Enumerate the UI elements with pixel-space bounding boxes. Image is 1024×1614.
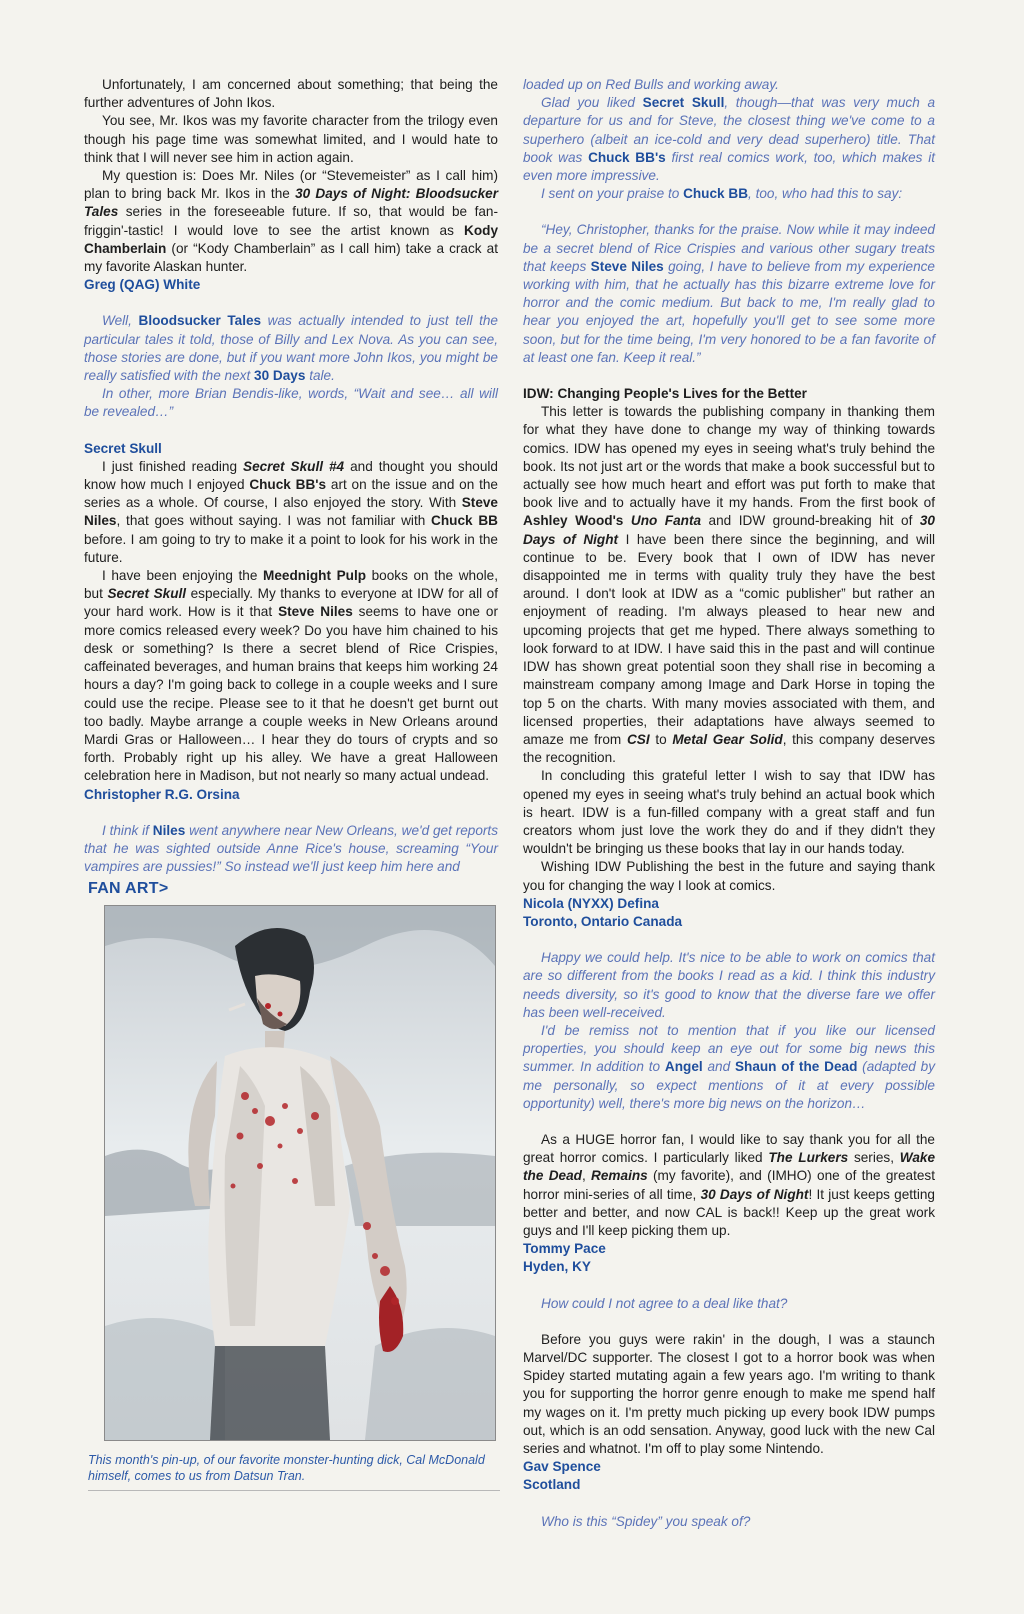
letter1-para3: My question is: Does Mr. Niles (or “Stevemeister” as I call him) plan to bring back Mr. Ikos in the 30 Days of Night: Bloodsucker Tales series in the foreseeable future. If so, that would be fan-friggin'-tastic! I would love to see the artist known as Kody Chamberlain (or “Kody Chamberlain” as I call him) take a crack at my favorite Alaskan hunter.: [84, 168, 498, 275]
letter2-heading: Secret Skull: [84, 440, 162, 456]
letter3-heading: IDW: Changing People's Lives for the Better: [523, 386, 807, 402]
reply1-para2: In other, more Brian Bendis-like, words, “Wait and see… all will be revealed…”: [84, 386, 498, 420]
letter4-signature-location: Hyden, KY: [523, 1259, 591, 1275]
reply3-para1: Glad you liked Secret Skull, though—that was very much a departure for us and for Steve, the closest thing we've come to a superhero (albeit an ice-cold and very dead superhero) title. That book was Chuck BB's first real comics work, too, which makes it even more impressive.: [523, 95, 936, 184]
letter1-para1: Unfortunately, I am concerned about something; that being the further adventures of John Ikos.: [84, 77, 498, 111]
letter2-signature: Christopher R.G. Orsina: [84, 786, 240, 802]
cal-mcdonald-pinup-image: [105, 906, 495, 1440]
reply5-para1: How could I not agree to a deal like that?: [541, 1295, 788, 1311]
reply3-quote: “Hey, Christopher, thanks for the praise. Now while it may indeed be a secret blend of Rice Crispies and various other sugary treats that keeps Steve Niles going, I have to believe from my experience working with him, that he actually has this bizarre extreme love for horror and the comic medium. But back to me, I'm really glad to hear you enjoyed the art, hopefully you'll get to see some more soon, but for the time being, I'm very honored to be a fan favorite of at least one fan. Keep it real.”: [523, 222, 935, 365]
letter2-para1: I just finished reading Secret Skull #4 and thought you should know how much I enjoyed Chuck BB's art on the issue and on the series as a whole. Of course, I also enjoyed the story. With Steve Niles, that goes without saying. I was not familiar with Chuck BB before. I am going to try to make it a point to look for his work in the future.: [84, 458, 498, 565]
fan-art-caption: This month's pin-up, of our favorite monster-hunting dick, Cal McDonald himself, comes to us from Datsun Tran.: [88, 1453, 485, 1483]
reply6-para1: Who is this “Spidey” you speak of?: [541, 1513, 751, 1529]
letter5-para1: Before you guys were rakin' in the dough, I was a staunch Marvel/DC supporter. The closest I got to a horror book was when Spidey started mutating again a few years ago. I'm writing to thank you for supporting the horror genre enough to make me spend half my wages on it. I'm pretty much picking up every book IDW pumps out, which is an odd sensation. Anyway, good luck with the new Cal series and whatnot. I'm off to play some Nintendo.: [523, 1331, 935, 1457]
letter2-para2: I have been enjoying the Meednight Pulp books on the whole, but Secret Skull especially. My thanks to everyone at IDW for all of your hard work. How is it that Steve Niles seems to have one or more comics released every week? Do you have him chained to his desk or something? Is there a secret blend of Rice Crispies, caffeinated beverages, and human brains that keeps him working 24 hours a day? I'm going back to college in a couple weeks and I sure could use the recipe. Please see to it that he doesn't get burnt out too badly. Maybe arrange a couple weeks in New Orleans around Mardi Gras or Halloween… I hear they do tours of crypts and so forth. Probably right up his alley. We have a great Halloween celebration here in Madison, but not nearly so many actual undead.: [84, 568, 498, 784]
letter3-signature-location: Toronto, Ontario Canada: [523, 913, 683, 929]
letter3-para1: This letter is towards the publishing company in thanking them for what they have done to change my way of thinking towards comics. IDW has opened my eyes in seeing what's truly behind the book. Its not just art or the words that make a book successful but to actually see how much heart and effort was put forth to make that book live and to actually have it my hands. From the first book of Ashley Wood's Uno Fanta and IDW ground-breaking hit of 30 Days of Night I have been there since the beginning, and will continue to be. Every book that I own of IDW has never disappointed me in terms with quality truly they have the best around. I don't look at IDW as a “comic publisher” but rather an enjoyment of reading. I'm always pleased to hear new and upcoming projects that get me hyped. There always something to look forward to at IDW. I have said this in the past and will continue IDW has shown great potential soon they shall rise in becoming a mainstream company among Image and Dark Horse in toping the top 5 on the charts. With many movies associated with them, and licensed properties, their adaptations have always seemed to amaze me from CSI to Metal Gear Solid, this company deserves the recognition.: [523, 404, 936, 766]
letter4-signature-name: Tommy Pace: [523, 1241, 606, 1257]
letter1-para2: You see, Mr. Ikos was my favorite character from the trilogy even though his page time was somewhat limited, and I would hate to think that I will never see him in action again.: [84, 113, 498, 165]
reply1-para1: Well, Bloodsucker Tales was actually intended to just tell the particular tales it told, those of Billy and Lex Nova. As you can see, those stories are done, but if you want more John Ikos, you might be really satisfied with the next 30 Days tale.: [84, 313, 498, 384]
reply3-para2: I sent on your praise to Chuck BB, too, who had this to say:: [541, 186, 903, 202]
letter3-signature-name: Nicola (NYXX) Defina: [523, 895, 659, 911]
reply4-para1: Happy we could help. It's nice to be able to work on comics that are so different from the books I read as a kid. I think this industry needs diversity, so it's good to know that the diverse fare we offer has been well-received.: [523, 950, 935, 1020]
left-column: [84, 76, 498, 876]
letter4-para1: As a HUGE horror fan, I would like to say thank you for all the great horror comics. I particularly liked The Lurkers series, Wake the Dead, Remains (my favorite), and (IMHO) one of the greatest horror mini-series of all time, 30 Days of Night! It just keeps getting better and better, and now CAL is back!! Keep up the great work guys and I'll keep picking them up.: [523, 1131, 936, 1238]
letter5-signature-name: Gav Spence: [523, 1459, 601, 1475]
letter5-signature-location: Scotland: [523, 1477, 581, 1493]
fan-art-title: FAN ART>: [88, 880, 169, 897]
caption-divider: [88, 1490, 500, 1491]
reply2-continued: loaded up on Red Bulls and working away.: [523, 77, 779, 92]
letter3-para2: In concluding this grateful letter I wish to say that IDW has opened my eyes in seeing what's truly behind an actual book which is heart. IDW is a fun-filled company with a great staff and fun creators whom just love the work they do and if they didn't they wouldn't be bringing us these books that lay in our hands today.: [523, 768, 935, 857]
letter3-para3: Wishing IDW Publishing the best in the future and saying thank you for changing the way I look at comics.: [523, 859, 935, 893]
letter1-signature: Greg (QAG) White: [84, 277, 201, 293]
reply4-para2: I'd be remiss not to mention that if you like our licensed properties, you should keep an eye out for some big news this summer. In addition to Angel and Shaun of the Dead (adapted by me personally, so expect mentions of it at every possible opportunity) well, there's more big news on the horizon…: [523, 1022, 936, 1111]
reply2-para1: I think if Niles went anywhere near New Orleans, we'd get reports that he was sighted outside Anne Rice's house, screaming “Your vampires are pussies!” So instead we'll just keep him here and: [84, 822, 499, 875]
right-column: [523, 76, 935, 1531]
fan-art-illustration: [104, 905, 496, 1441]
